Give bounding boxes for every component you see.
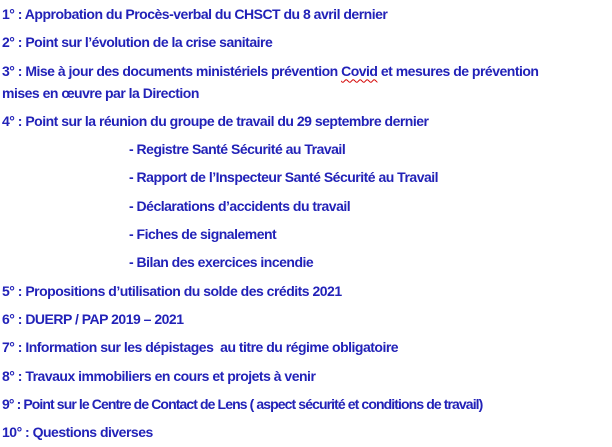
agenda-item-6: 6° : DUERP / PAP 2019 – 2021 [2, 310, 184, 327]
agenda-item-1: 1° : Approbation du Procès-verbal du CHSCT du 8 avril dernier [2, 6, 388, 22]
agenda-item-9: 9° : Point sur le Centre de Contact de Lens ( aspect sécurité et conditions de travail) [2, 395, 483, 412]
agenda-subitem-rapport: - Rapport de l’Inspecteur Santé Sécurité au Travail [129, 169, 439, 186]
agenda-subitem-bilan: - Bilan des exercices incendie [129, 254, 314, 271]
agenda-subitem-registre: - Registre Santé Sécurité au Travail [129, 141, 346, 158]
agenda-subitem-fiches: - Fiches de signalement [129, 226, 277, 243]
misspelled-word-covid: Covid [341, 62, 378, 79]
agenda-item-7: 7° : Information sur les dépistages au titre du régime obligatoire [2, 339, 399, 356]
agenda-item-10: 10° : Questions diverses [2, 424, 153, 441]
agenda-item-4: 4° : Point sur la réunion du groupe de travail du 29 septembre dernier [2, 112, 429, 129]
agenda-item-3-line2: mises en œuvre par la Direction [2, 84, 199, 101]
agenda-item-3 [2, 60, 612, 104]
agenda-subitem-declarations: - Déclarations d’accidents du travail [129, 197, 351, 214]
agenda-item-8: 8° : Travaux immobiliers en cours et projets à venir [2, 367, 316, 384]
agenda-item-3-text-after: et mesures de prévention [377, 62, 539, 79]
agenda-item-5: 5° : Propositions d’utilisation du solde des crédits 2021 [2, 282, 342, 299]
agenda-item-2: 2° : Point sur l’évolution de la crise sanitaire [2, 34, 273, 51]
agenda-item-3-text-before: 3° : Mise à jour des documents ministériels prévention [2, 62, 342, 79]
